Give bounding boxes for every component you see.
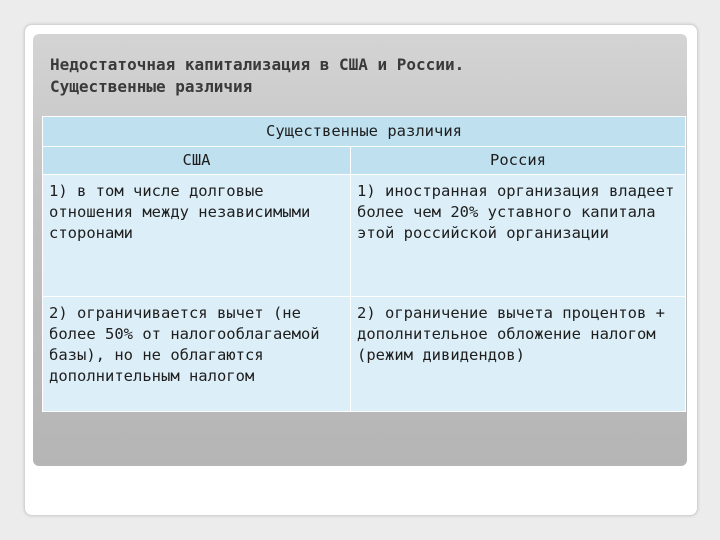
- table-row: [43, 175, 686, 297]
- differences-table: [42, 116, 686, 412]
- column-header-russia: Россия: [351, 147, 686, 175]
- table-row: [43, 297, 686, 412]
- column-header-usa: США: [43, 147, 351, 175]
- title-line-1: Недостаточная капитализация в США и России.: [50, 55, 465, 74]
- table-header-row: [43, 147, 686, 175]
- slide-title: [50, 54, 670, 98]
- cell-russia: 1) иностранная организация владеет более чем 20% уставного капитала этой российской организации: [351, 175, 686, 297]
- cell-usa: 2) ограничивается вычет (не более 50% от налогооблагаемой базы), но не облагаются дополнительным налогом: [43, 297, 351, 412]
- cell-russia: 2) ограничение вычета процентов + дополнительное обложение налогом (режим дивидендов): [351, 297, 686, 412]
- title-line-2: Существенные различия: [50, 77, 253, 96]
- table-caption: Существенные различия: [43, 117, 686, 147]
- cell-usa: 1) в том числе долговые отношения между независимыми сторонами: [43, 175, 351, 297]
- table-caption-row: [43, 117, 686, 147]
